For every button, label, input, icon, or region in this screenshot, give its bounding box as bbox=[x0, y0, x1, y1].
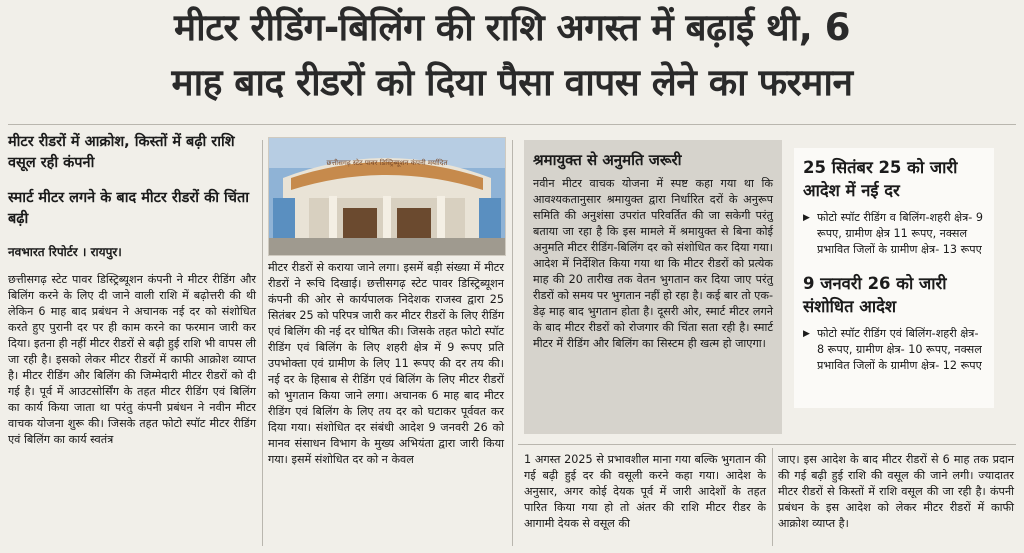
rates-heading-september: 25 सितंबर 25 को जारी आदेश में नई दर bbox=[803, 158, 958, 200]
rates-item-september bbox=[803, 210, 985, 258]
headline bbox=[8, 0, 1016, 110]
byline: नवभारत रिपोर्टर । रायपुर। bbox=[8, 245, 122, 259]
labour-commissioner-title: श्रमायुक्त से अनुमति जरूरी bbox=[533, 151, 682, 169]
labour-commissioner-body: नवीन मीटर वाचक योजना में स्पष्ट कहा गया था कि आवश्यकतानुसार श्रमायुक्त द्वारा निर्धारित दरों के अनुरूप समिति की अनुशंसा उपरांत परिवर्तित की जा सकेगी परंतु बताया जा रहा है कि इस मामले में श्रमायुक्त से बिना कोई अनुमति मीटर रीडिंग-बिलिंग दर को संशोधित कर दिया गया। आदेश में निर्देशित किया गया था कि मीटर रीडरों को प्रत्येक माह की 20 तारीख तक वेतन भुगतान कर दिया जाए परंतु रीडरों को समय पर भुगतान नहीं हो रहा है। कई बार तो एक-डेढ़ माह बाद भुगतान होता है। दूसरी ओर, स्मार्ट मीटर लगने के बाद मीटर रीडरों को रोजगार की चिंता सता रही है। स्मार्ट मीटर में रीडिंग और बिलिंग का सिस्टम ही खत्म हो जाएगा। bbox=[533, 177, 773, 350]
rates-item-january-text: फोटो स्पॉट रीडिंग एवं बिलिंग-शहरी क्षेत्र- 8 रूपए, ग्रामीण क्षेत्र- 10 रूपए, नक्सल प्रभावित जिलों के ग्रामीण क्षेत्र- 12 रूपए bbox=[817, 327, 982, 372]
labour-commissioner-box bbox=[524, 140, 782, 434]
rates-item-january bbox=[803, 326, 985, 374]
rates-box bbox=[794, 148, 994, 408]
middle-column-body: मीटर रीडरों से कराया जाने लगा। इसमें बड़ी संख्या में मीटर रीडरों ने रूचि दिखाई। छत्तीसगढ़ स्टेट पावर डिस्ट्रिब्यूशन कंपनी की ओर से कार्यपालक निदेशक राजस्व द्वारा 25 सितंबर 25 को परिपत्र जारी कर मीटर रीडरों के लिए रीडिंग एवं बिलिंग की नई दर घोषित की। जिसके तहत फोटो स्पॉट रीडिंग एवं बिलिंग के लिए शहरी क्षेत्र में 9 रूपए प्रति उपभोक्ता एवं ग्रामीण के लिए 11 रूपए की दर तय की। नई दर के हिसाब से रीडिंग एवं बिलिंग के लिए मीटर रीडरों को भुगतान किया जाने लगा। अचानक 6 माह बाद मीटर रीडिंग एवं बिलिंग के लिए तय दर को घटाकर पूर्ववत कर दिया गया। संशोधित दर संबंधी आदेश 9 जनवरी 26 को मानव संसाधन विभाग के मुख्य अभियंता द्वारा जारी किया गया। इसमें संशोधित दर को न केवल bbox=[268, 261, 504, 466]
left-column-body: छत्तीसगढ़ स्टेट पावर डिस्ट्रिब्यूशन कंपनी ने मीटर रीडिंग और बिलिंग करने के लिए दी जाने वाली राशि में बढ़ोत्तरी की थी लेकिन 6 माह बाद प्रबंधन ने अचानक नई दर को संशोधित करते हुए पुरानी दर पर ही काम करने का फरमान जारी कर दिया। इतना ही नहीं मीटर रीडरों से बढ़ी हुई राशि भी वापस ली जा रही है। इसको लेकर मीटर रीडरों में काफी आक्रोश व्याप्त है। मीटर रीडिंग और बिलिंग की जिम्मेदारी मीटर रीडरों को दी गई है। पूर्व में आउटसोर्सिंग के तहत मीटर रीडिंग एवं बिलिंग का कार्य किया जाता था परंतु कंपनी प्रबंधन ने नवीन मीटर वाचक योजना शुरू की। जिसके तहत फोटो स्पॉट मीटर रीडिंग एवं बिलिंग का कार्य स्वतंत्र bbox=[8, 273, 256, 446]
bottom-rule bbox=[518, 444, 1016, 445]
bottom-right-column bbox=[778, 452, 1014, 532]
column-divider-1 bbox=[262, 140, 263, 546]
bottom-right-body: जाए। इस आदेश के बाद मीटर रीडरों से 6 माह तक प्रदान की गई बढ़ी हुई राशि की वसूल की जाने लगी। ज्यादातर मीटर रीडरों से किस्तों में राशि वसूल की जा रही है। कंपनी प्रबंधन के इस आदेश को लेकर मीटर रीडरों में काफी आक्रोश व्याप्त है। bbox=[778, 453, 1014, 530]
headline-rule bbox=[8, 124, 1016, 125]
middle-column bbox=[268, 260, 504, 468]
subhead-protest: मीटर रीडरों में आक्रोश, किस्तों में बढ़ी राशि वसूल रही कंपनी bbox=[8, 134, 235, 171]
bullet-triangle-icon: ▶ bbox=[803, 213, 810, 223]
subhead-smart-meter: स्मार्ट मीटर लगने के बाद मीटर रीडरों की चिंता बढ़ी bbox=[8, 190, 250, 227]
bullet-triangle-icon: ▶ bbox=[803, 329, 810, 339]
office-building-photo bbox=[268, 137, 506, 256]
column-divider-2 bbox=[512, 140, 513, 546]
rates-heading-january: 9 जनवरी 26 को जारी संशोधित आदेश bbox=[803, 274, 947, 316]
bottom-middle-column bbox=[524, 452, 766, 532]
headline-line-1: मीटर रीडिंग-बिलिंग की राशि अगस्त में बढ़ाई थी, 6 bbox=[174, 6, 850, 49]
column-divider-3 bbox=[772, 448, 773, 546]
building-sign-text: छत्तीसगढ़ स्टेट पावर डिस्ट्रिब्यूशन कंपनी मर्यादित bbox=[326, 159, 448, 167]
rates-item-september-text: फोटो स्पॉट रीडिंग व बिलिंग-शहरी क्षेत्र- 9 रूपए, ग्रामीण क्षेत्र 11 रूपए, नक्सल प्रभावित जिलों के ग्रामीण क्षेत्र- 13 रूपए bbox=[817, 211, 983, 256]
headline-line-2: माह बाद रीडरों को दिया पैसा वापस लेने का फरमान bbox=[171, 61, 853, 104]
building-image bbox=[269, 138, 505, 255]
bottom-middle-body: 1 अगस्त 2025 से प्रभावशील माना गया बल्कि भुगतान की गई बढ़ी हुई दर की वसूली करने कहा गया। आदेश के अनुसार, अगर कोई देयक पूर्व में जारी आदेशों के तहत पारित किया गया हो तो अंतर की राशि मीटर रीडर के आगामी देयक से वसूल की bbox=[524, 453, 766, 530]
left-column bbox=[8, 132, 256, 448]
